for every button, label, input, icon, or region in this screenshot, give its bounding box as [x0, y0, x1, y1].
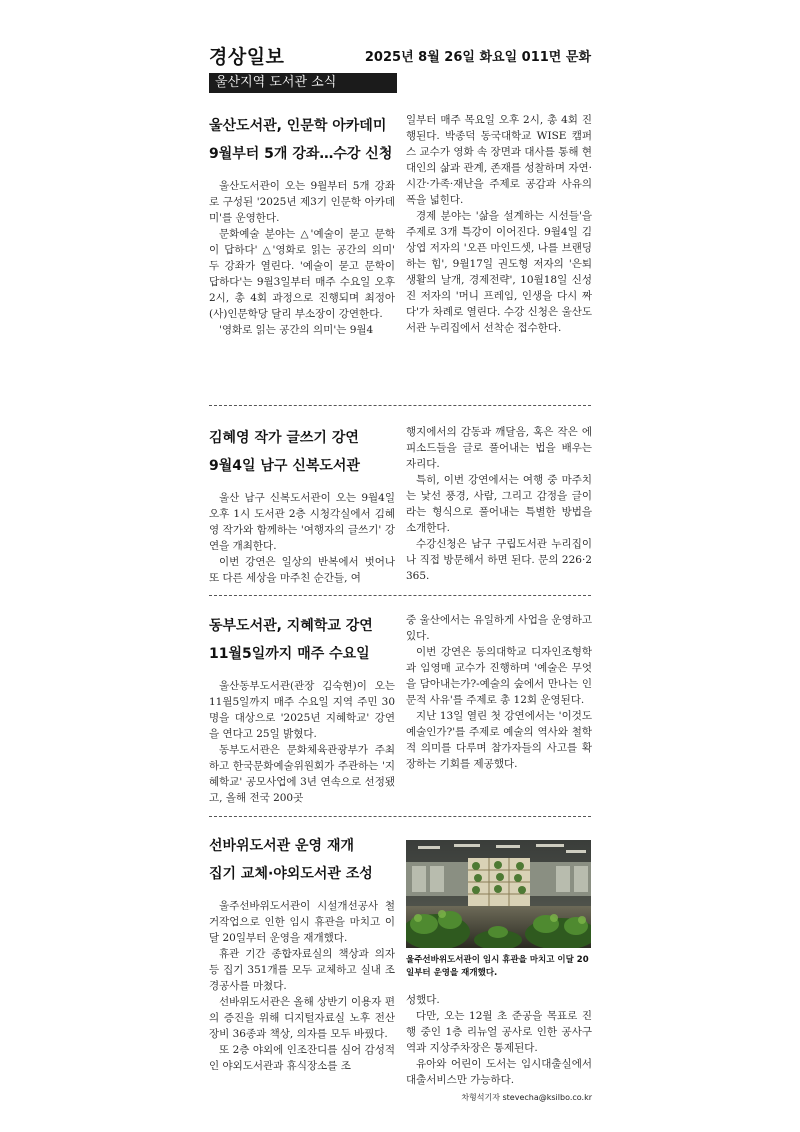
paragraph: 중 울산에서는 유일하게 사업을 운영하고 있다. [406, 614, 592, 642]
headline-line: 집기 교체·야외도서관 조성 [209, 866, 373, 882]
article-right-column [406, 112, 592, 336]
paragraph: '영화로 읽는 공간의 의미'는 9월4 [219, 324, 374, 336]
paragraph: 동부도서관은 문화체육관광부가 주최하고 한국문화예술위원회가 주관하는 '지혜학교' 공모사업에 3년 연속으로 선정됐고, 올해 전국 200곳 [209, 744, 395, 804]
paragraph: 성했다. [406, 994, 440, 1006]
paragraph: 행지에서의 감동과 깨달음, 혹은 작은 에피소드들을 글로 풀어내는 법을 배우는 자리다. [406, 426, 592, 470]
paragraph: 휴관 기간 종합자료실의 책상과 의자 등 집기 351개를 모두 교체하고 실내 조경공사를 마쳤다. [209, 948, 395, 992]
paragraph: 수강신청은 남구 구립도서관 누리집이나 직접 방문해서 하면 된다. 문의 226·2365. [406, 538, 592, 582]
article-headline [209, 424, 395, 480]
headline-line: 9월4일 남구 신복도서관 [209, 458, 360, 474]
paragraph: 지난 13일 열린 첫 강연에서는 '이것도 예술인가?'를 주제로 예술의 역사와 철학적 의미를 다루며 참가자들의 사고를 확장하는 기회를 제공했다. [406, 710, 592, 770]
byline: 차형석기자 stevecha@ksilbo.co.kr [461, 1093, 592, 1102]
dateline: 2025년 8월 26일 화요일 011면 문화 [364, 50, 591, 65]
paragraph: 울산동부도서관(관장 김숙현)이 오는 11월5일까지 매주 수요일 지역 주민 30명을 대상으로 '2025년 지혜학교' 강연을 연다고 25일 밝혔다. [209, 680, 395, 740]
paragraph: 다만, 오는 12월 초 준공을 목표로 진행 중인 1층 리뉴얼 공사로 인한 공사구역과 지상주차장은 통제된다. [406, 1010, 592, 1054]
article-right-column [406, 424, 592, 584]
masthead [209, 40, 591, 90]
article-left-column [209, 112, 395, 338]
paragraph: 일부터 매주 목요일 오후 2시, 총 4회 진행된다. 박종덕 동국대학교 WISE 캠퍼스 교수가 영화 속 장면과 대사를 통해 현대인의 삶과 관계, 존재를 성찰하며 자연·시간·가족·재난을 주제로 공감과 사유의 폭을 넓힌다. [406, 114, 592, 206]
headline-line: 9월부터 5개 강좌…수강 신청 [209, 146, 393, 162]
article-right-column [406, 992, 592, 1106]
library-photo-illustration [406, 840, 591, 948]
headline-line: 울산도서관, 인문학 아카데미 [209, 118, 387, 134]
paragraph: 울주선바위도서관이 시설개선공사 철거작업으로 인한 임시 휴관을 마치고 이달 20일부터 운영을 재개했다. [209, 900, 395, 944]
article-seonbawi-library [209, 832, 591, 1132]
paragraph: 문화예술 분야는 △'예술이 묻고 문학이 답하다' △'영화로 읽는 공간의 의미' 두 강좌가 열린다. '예술이 묻고 문학이 답하다'는 9월3일부터 매주 수요일 오후 2시, 총 4회 과정으로 진행되며 최정아 (사)인문학당 달리 부소장이 강연한다. [209, 228, 395, 320]
paragraph: 울산 남구 신복도서관이 오는 9월4일 오후 1시 도서관 2층 시청각실에서 김혜영 작가와 함께하는 '여행자의 글쓰기' 강연을 개최한다. [209, 492, 395, 552]
headline-line: 11월5일까지 매주 수요일 [209, 646, 370, 662]
paragraph: 이번 강연은 일상의 반복에서 벗어나 또 다른 세상을 마주친 순간들, 여 [209, 556, 395, 584]
paragraph: 유아와 어린이 도서는 임시대출실에서 대출서비스만 가능하다. [406, 1058, 592, 1086]
paragraph: 선바위도서관은 올해 상반기 이용자 편의 증진을 위해 디지털자료실 노후 전산장비 36종과 책상, 의자를 모두 바꿨다. [209, 996, 395, 1040]
paragraph: 경제 분야는 '삶을 설계하는 시선들'을 주제로 3개 특강이 이어진다. 9월4일 김상엽 저자의 '오픈 마인드셋, 나를 브랜딩하는 힘', 9월17일 권도형 저자의 '은퇴생활의 날개, 경제전략', 10월18일 신성진 저자의 '머니 프레임, 인생을 다시 짜다'가 차례로 열린다. 수강 신청은 울산도서관 누리집에서 선착순 접수한다. [406, 210, 592, 334]
paragraph: 특히, 이번 강연에서는 여행 중 마주치는 낯선 풍경, 사람, 그리고 감정을 글이라는 형식으로 풀어내는 특별한 방법을 소개한다. [406, 474, 592, 534]
newspaper-page [209, 40, 592, 1102]
paragraph: 또 2층 야외에 인조잔디를 심어 감성적인 야외도서관과 휴식장소를 조 [209, 1044, 395, 1072]
article-left-column [209, 832, 395, 1074]
headline-line: 김혜영 작가 글쓰기 강연 [209, 430, 359, 446]
article-headline [209, 112, 395, 168]
article-headline [209, 612, 395, 668]
article-left-column [209, 424, 395, 586]
article-left-column [209, 612, 395, 806]
photo-caption: 울주선바위도서관이 임시 휴관을 마치고 이달 20일부터 운영을 재개했다. [406, 955, 589, 978]
library-interior-photo [406, 840, 591, 948]
headline-line: 선바위도서관 운영 재개 [209, 838, 354, 854]
article-ulsan-library [209, 112, 591, 402]
section-title: 울산지역 도서관 소식 [209, 73, 397, 93]
article-headline [209, 832, 395, 888]
paragraph: 이번 강연은 동의대학교 디자인조형학과 임영매 교수가 진행하며 '예술은 무엇을 담아내는가?-예술의 숲에서 만나는 인문적 사유'를 주제로 총 12회 운영된다. [406, 646, 592, 706]
newspaper-logo: 경상일보 [209, 46, 285, 68]
article-divider [209, 405, 591, 406]
article-dongbu-library [209, 612, 591, 812]
article-divider [209, 595, 591, 596]
paragraph: 울산도서관이 오는 9월부터 5개 강좌로 구성된 '2025년 제3기 인문학 아카데미'를 운영한다. [209, 180, 395, 224]
article-right-column [406, 612, 592, 772]
article-sinbok-library [209, 424, 591, 589]
article-divider [209, 816, 591, 817]
headline-line: 동부도서관, 지혜학교 강연 [209, 618, 373, 634]
